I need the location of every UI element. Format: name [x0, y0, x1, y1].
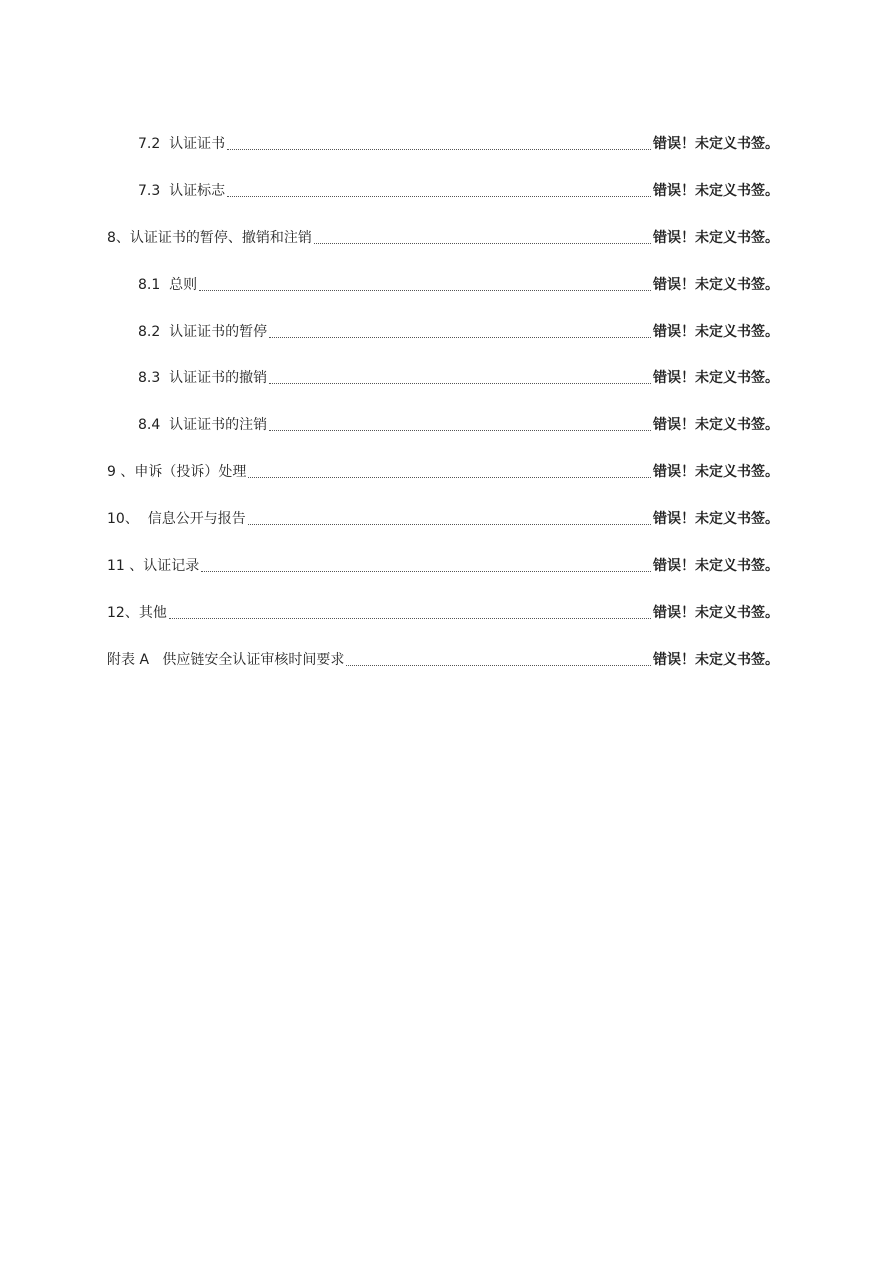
- toc-entry-7-3[interactable]: [107, 180, 779, 202]
- toc-entry-11[interactable]: [107, 555, 779, 577]
- toc-entry-page-ref: 错误！未定义书签。: [653, 276, 779, 293]
- toc-entry-8-2[interactable]: [107, 321, 779, 343]
- toc-entry-9[interactable]: [107, 461, 779, 483]
- toc-dot-leader: [269, 430, 651, 431]
- toc-entry-8-3[interactable]: [107, 367, 779, 389]
- toc-entry-page-ref: 错误！未定义书签。: [653, 136, 779, 152]
- toc-entry-title: 8.1 总则: [138, 276, 198, 293]
- toc-entry-title: 9 、申诉（投诉）处理: [107, 464, 247, 481]
- toc-dot-leader: [248, 524, 651, 525]
- toc-dot-leader: [199, 290, 651, 291]
- toc-entry-10[interactable]: [107, 508, 779, 530]
- toc-entry-12[interactable]: [107, 602, 779, 624]
- toc-entry-page-ref: 错误！未定义书签。: [653, 323, 779, 340]
- toc-entry-title: 8.4 认证证书的注销: [138, 417, 268, 434]
- toc-entry-8-1[interactable]: [107, 274, 779, 296]
- toc-dot-leader: [269, 383, 651, 384]
- toc-dot-leader: [201, 571, 651, 572]
- table-of-contents: [107, 133, 779, 696]
- toc-entry-title: 8、认证证书的暂停、撤销和注销: [107, 229, 312, 246]
- toc-entry-title: 附表 A 供应链安全认证审核时间要求: [107, 651, 345, 668]
- toc-entry-8[interactable]: [107, 227, 779, 249]
- toc-dot-leader: [227, 149, 651, 150]
- toc-entry-8-4[interactable]: [107, 414, 779, 436]
- toc-entry-page-ref: 错误！未定义书签。: [653, 604, 779, 621]
- toc-dot-leader: [269, 337, 651, 338]
- toc-entry-page-ref: 错误！未定义书签。: [653, 370, 779, 387]
- toc-entry-page-ref: 错误！未定义书签。: [653, 182, 779, 199]
- toc-entry-page-ref: 错误！未定义书签。: [653, 511, 779, 528]
- toc-entry-title: 8.2 认证证书的暂停: [138, 323, 268, 340]
- toc-dot-leader: [248, 477, 651, 478]
- toc-dot-leader: [169, 618, 651, 619]
- toc-entry-appendix-a[interactable]: [107, 649, 779, 671]
- toc-entry-title: 7.3 认证标志: [138, 182, 226, 199]
- toc-entry-7-2[interactable]: [107, 133, 779, 155]
- toc-entry-title: 10、 信息公开与报告: [107, 511, 246, 528]
- toc-entry-page-ref: 错误！未定义书签。: [653, 651, 779, 668]
- toc-entry-page-ref: 错误！未定义书签。: [653, 558, 779, 575]
- toc-dot-leader: [227, 196, 651, 197]
- toc-entry-title: 8.3 认证证书的撤销: [138, 370, 268, 387]
- toc-entry-page-ref: 错误！未定义书签。: [653, 464, 779, 481]
- toc-entry-page-ref: 错误！未定义书签。: [653, 417, 779, 434]
- toc-entry-title: 11 、认证记录: [107, 558, 200, 575]
- toc-dot-leader: [314, 243, 651, 244]
- toc-entry-title: 12、其他: [107, 604, 167, 621]
- toc-entry-title: 7.2 认证证书: [138, 136, 226, 152]
- toc-dot-leader: [346, 665, 651, 666]
- toc-entry-page-ref: 错误！未定义书签。: [653, 229, 779, 246]
